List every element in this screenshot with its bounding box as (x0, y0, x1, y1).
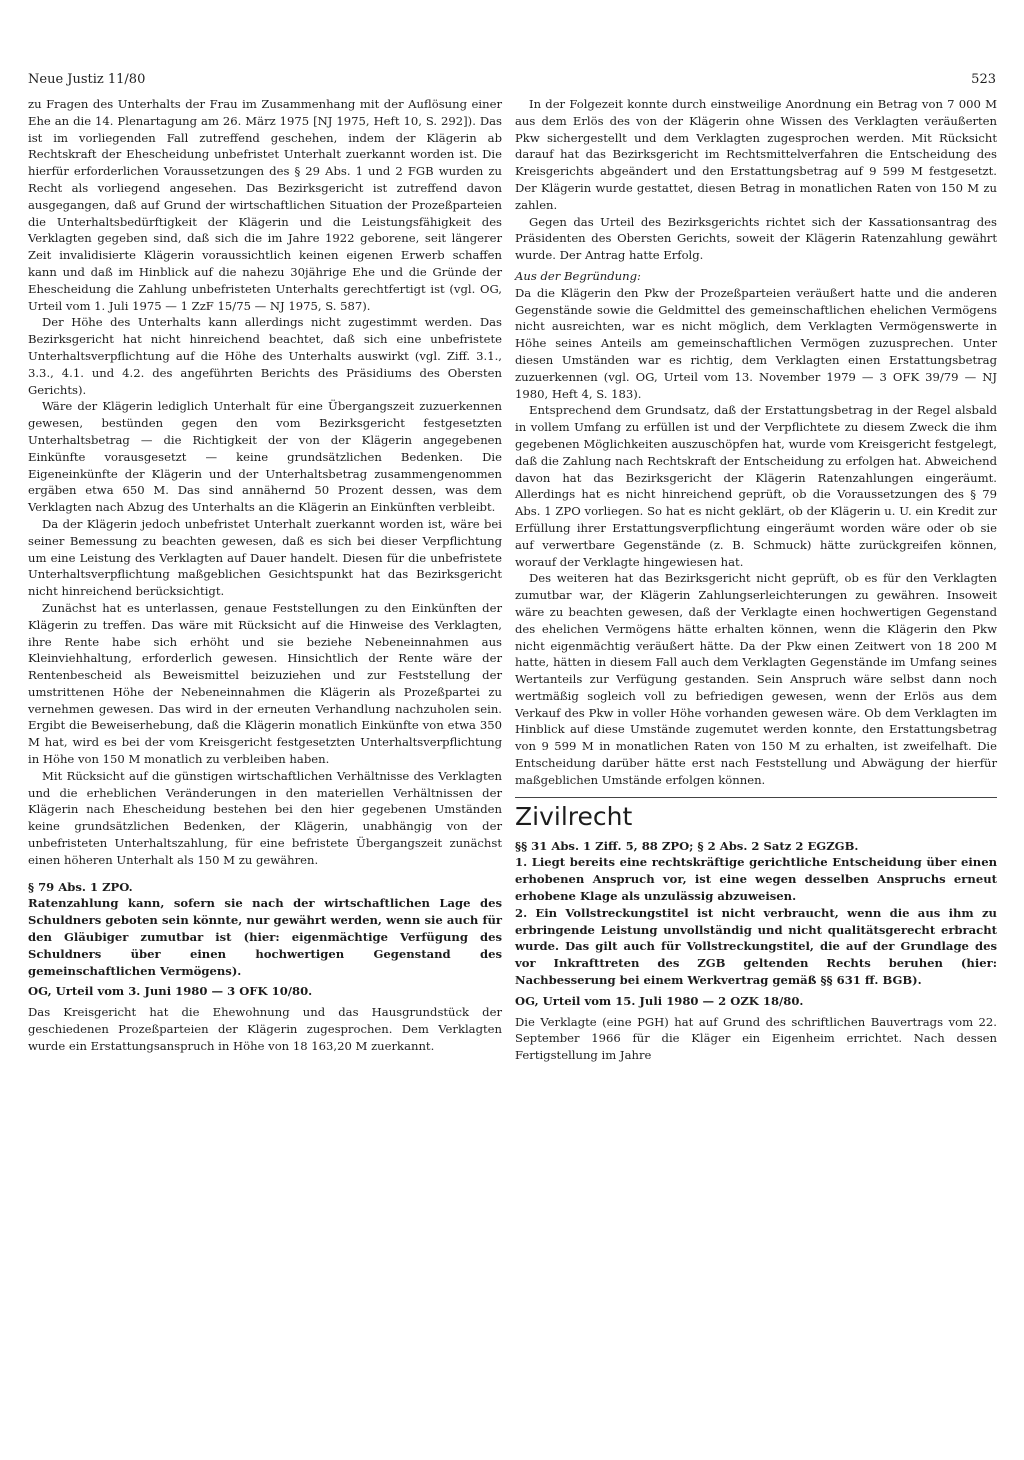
page-header (28, 72, 996, 94)
paragraph: Da die Klägerin den Pkw der Prozeßparteien veräußert hatte und die anderen Gegenstände sowie die Geldmittel des gemeinschaftlichen ehelichen Vermögens nicht ausreichten, war es nicht möglich, dem Verklagten Vermögenswerte in Höhe seines Anteils am gemeinschaftlichen Vermögen zuzusprechen. Unter diesen Umständen war es richtig, dem Verklagten einen Erstattungsbetrag zuzuerkennen (vgl. OG, Urteil vom 13. November 1979 — 3 OFK 39/79 — NJ 1980, Heft 4, S. 183). (515, 285, 997, 401)
paragraph: Mit Rücksicht auf die günstigen wirtschaftlichen Verhältnisse des Verklagten und die erheblichen Veränderungen in den materiellen Verhältnissen der Klägerin nach Ehescheidung bestehen bei den hier gegebenen Umständen keine grundsätzlichen Bedenken, der Klägerin, unabhängig von der unbefristeten Unterhaltszahlung, für eine befristete Übergangszeit zunächst einen höheren Unterhalt als 150 M zu gewähren. (28, 768, 502, 867)
journal-issue: Neue Justiz 11/80 (28, 72, 146, 87)
case-heading: § 79 Abs. 1 ZPO. (28, 879, 133, 894)
case-headnote: 2. Ein Vollstreckungstitel ist nicht verbraucht, wenn die aus ihm zu erbringende Leistung unvollständig und nicht qualitätsgerecht erbracht wurde. Das gilt auch für Vollstreckungstitel, die auf der Grundlage des vor Inkrafttreten des ZGB geltenden Rechts beruhen (hier: Nachbesserung bei einem Werkvertrag gemäß §§ 631 ff. BGB). (515, 905, 997, 988)
paragraph: Der Höhe des Unterhalts kann allerdings nicht zugestimmt werden. Das Bezirksgericht hat nicht hinreichend beachtet, daß sich eine unbefristete Unterhaltsverpflichtung auf die Höhe des Unterhalts auswirkt (vgl. Ziff. 3.1., 3.3., 4.1. und 4.2. des angeführten Berichts des Präsidiums des Obersten Gerichts). (28, 315, 502, 397)
paragraph: zu Fragen des Unterhalts der Frau im Zusammenhang mit der Auflösung einer Ehe an die 14. Plenartagung am 26. März 1975 [NJ 1975, Heft 10, S. 292]). Das ist im vorliegenden Fall zutreffend geschehen, indem der Klägerin ab Rechtskraft der Ehescheidung unbefristet Unterhalt zuerkannt worden ist. Die hierfür erforderlichen Voraussetzungen des § 29 Abs. 1 und 2 FGB wurden zu Recht als vorliegend angesehen. Das Bezirksgericht ist zutreffend davon ausgegangen, daß auf Grund der wirtschaftlichen Situation der Prozeßparteien die Unterhaltsbedürftigkeit der Klägerin und die Leistungsfähigkeit des Verklagten gegeben sind, daß sich die im Jahre 1922 geborene, seit längerer Zeit invalidisierte Klägerin voraussichtlich keinen eigenen Erwerb schaffen kann und daß im Hinblick auf die nahezu 30jährige Ehe und die Gründe der Ehescheidung die Zahlung unbefristeten Unterhalts gerechtfertigt ist (vgl. OG, Urteil vom 1. Juli 1975 — 1 ZzF 15/75 — NJ 1975, S. 587). (28, 97, 502, 313)
paragraph: Gegen das Urteil des Bezirksgerichts richtet sich der Kassationsantrag des Präsidenten des Obersten Gerichts, soweit der Klägerin Ratenzahlung gewährt wurde. Der Antrag hatte Erfolg. (515, 214, 997, 263)
reasons-label: Aus der Begründung: (515, 268, 641, 283)
section-title: Zivilrecht (515, 797, 997, 832)
case-citation: OG, Urteil vom 3. Juni 1980 — 3 OFK 10/80. (28, 984, 313, 999)
paragraph: In der Folgezeit konnte durch einstweilige Anordnung ein Betrag von 7 000 M aus dem Erlös des von der Klägerin ohne Wissen des Verklagten veräußerten Pkw sichergestellt und dem Verklagten zugesprochen werden. Mit Rücksicht darauf hat das Bezirksgericht im Rechtsmittelverfahren die Entscheidung des Kreisgerichts abgeändert und den Erstattungsbetrag auf 9 599 M festgesetzt. Der Klägerin wurde gestattet, diesen Betrag in monatlichen Raten von 150 M zu zahlen. (515, 97, 997, 212)
case-headnote: Ratenzahlung kann, sofern sie nach der wirtschaftlichen Lage des Schuldners geboten sein könnte, nur gewährt werden, wenn sie auch für den Gläubiger zumutbar ist (hier: eigenmächtige Verfügung des Schuldners über einen hochwertigen Gegenstand des gemeinschaftlichen Vermögens). (28, 896, 502, 978)
paragraph: Das Kreisgericht hat die Ehewohnung und das Hausgrundstück der geschiedenen Prozeßparteien der Klägerin zugesprochen. Dem Verklagten wurde ein Erstattungsanspruch in Höhe von 18 163,20 M zuerkannt. (28, 1005, 502, 1053)
paragraph: Entsprechend dem Grundsatz, daß der Erstattungsbetrag in der Regel alsbald in vollem Umfang zu erfüllen ist und der Verpflichtete zu diesem Zweck die ihm gegebenen Möglichkeiten auszuschöpfen hat, wurde vom Kreisgericht festgelegt, daß die Zahlung nach Rechtskraft der Entscheidung zu erfolgen hat. Abweichend davon hat das Bezirksgericht der Klägerin Ratenzahlungen eingeräumt. Allerdings hat es nicht hinreichend geprüft, ob die Voraussetzungen des § 79 Abs. 1 ZPO vorliegen. So hat es nicht geklärt, ob der Klägerin u. U. ein Kredit zur Erfüllung ihrer Erstattungsverpflichtung eingeräumt worden wäre oder ob sie auf verwertbare Gegenstände (z. B. Schmuck) hätte zurückgreifen können, worauf der Verklagte hingewiesen hat. (515, 403, 997, 569)
paragraph: Da der Klägerin jedoch unbefristet Unterhalt zuerkannt worden ist, wäre bei seiner Bemessung zu beachten gewesen, daß es sich bei dieser Verpflichtung um eine Leistung des Verklagten auf Dauer handelt. Diesen für die unbefristete Unterhaltsverpflichtung maßgeblichen Gesichtspunkt hat das Bezirksgericht nicht hinreichend berücksichtigt. (28, 516, 502, 599)
paragraph: Des weiteren hat das Bezirksgericht nicht geprüft, ob es für den Verklagten zumutbar war, der Klägerin Zahlungserleichterungen zu gewähren. Insoweit wäre zu beachten gewesen, daß der Verklagte einen hochwertigen Gegenstand des ehelichen Vermögens hätte erhalten können, wenn die Klägerin den Pkw nicht eigenmächtig veräußert hätte. Da der Pkw einen Zeitwert von 18 200 M hatte, hätten in diesem Fall auch dem Verklagten Gegenstände im Umfang seines Wertanteils zur Verfügung gestanden. Sein Anspruch wäre selbst dann noch wertmäßig sogleich voll zu befriedigen gewesen, wenn der Erlös aus dem Verkauf des Pkw in voller Höhe vorhanden gewesen wäre. Ob dem Verklagten im Hinblick auf diese Umstände zugemutet werden konnte, den Erstattungsbetrag von 9 599 M in monatlichen Raten von 150 M zu erhalten, ist zweifelhaft. Die Entscheidung darüber hätte erst nach Feststellung und Abwägung der hierfür maßgeblichen Umstände erfolgen können. (515, 571, 997, 787)
paragraph: Die Verklagte (eine PGH) hat auf Grund des schriftlichen Bauvertrags vom 22. September 1966 für die Kläger ein Eigenheim errichtet. Nach dessen Fertigstellung im Jahre (515, 1014, 997, 1063)
paragraph: Zunächst hat es unterlassen, genaue Feststellungen zu den Einkünften der Klägerin zu treffen. Das wäre mit Rücksicht auf die Hinweise des Verklagten, ihre Rente habe sich erhöht und sie beziehe Nebeneinnahmen aus Kleinviehhaltung, erforderlich gewesen. Hinsichtlich der Rente wäre der Rentenbescheid als Beweismittel beizuziehen und zur Feststellung der umstrittenen Höhe der Nebeneinnahmen die Klägerin als Prozeßpartei zu vernehmen gewesen. Das wird in der erneuten Verhandlung nachzuholen sein. Ergibt die Beweiserhebung, daß die Klägerin monatlich Einkünfte von etwa 350 M hat, wird es bei der vom Kreisgericht festgesetzten Unterhaltsverpflichtung in Höhe von 150 M monatlich zu verbleiben haben. (28, 600, 502, 767)
page-number: 523 (971, 72, 996, 87)
left-column (28, 96, 502, 1055)
case-heading: §§ 31 Abs. 1 Ziff. 5, 88 ZPO; § 2 Abs. 2 Satz 2 EGZGB. (515, 838, 859, 853)
paragraph: Wäre der Klägerin lediglich Unterhalt für eine Übergangszeit zuzuerkennen gewesen, bestünden gegen den vom Bezirksgericht festgesetzten Unterhaltsbetrag — die Richtigkeit der von der Klägerin angegebenen Einkünfte vorausgesetzt — keine grundsätzlichen Bedenken. Die Eigeneinkünfte der Klägerin und der Unterhaltsbetrag zusammengenommen ergäben etwa 650 M. Das sind annähernd 50 Prozent dessen, was dem Verklagten nach Abzug des Unterhalts an die Klägerin an Einkünften verbleibt. (28, 399, 502, 515)
right-column (515, 96, 997, 1064)
case-citation: OG, Urteil vom 15. Juli 1980 — 2 OZK 18/80. (515, 993, 804, 1008)
case-headnote: 1. Liegt bereits eine rechtskräftige gerichtliche Entscheidung über einen erhobenen Anspruch vor, ist eine wegen desselben Anspruchs erneut erhobene Klage als unzulässig abzuweisen. (515, 855, 997, 904)
